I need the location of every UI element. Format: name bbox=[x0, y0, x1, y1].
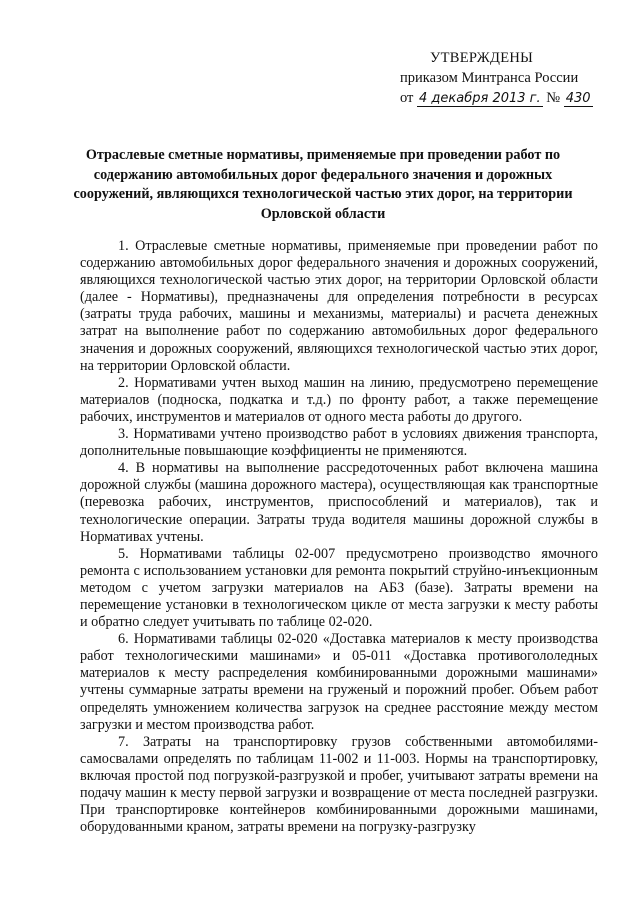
handwritten-date: 4 декабря 2013 г. bbox=[419, 91, 541, 106]
paragraph-1: 1. Отраслевые сметные нормативы, применяемые при проведении работ по содержанию автомобильных дорог федерального значения и дорожных сооружений, являющихся технологической частью этих дорог, на территории Орловской области (далее - Нормативы), предназначены для определения потребности в ресурсах (затраты труда рабочих, машины и механизмы, материалы) и расчета денежных затрат на выполнение работ по содержанию автомобильных дорог федерального значения и дорожных сооружений, являющихся технологической частью этих дорог, на территории Орловской области. bbox=[80, 238, 598, 374]
approval-order-line: приказом Минтранса России bbox=[400, 70, 579, 86]
approval-block bbox=[400, 48, 610, 109]
approval-date-line bbox=[400, 88, 610, 109]
paragraph-7: 7. Затраты на транспортировку грузов собственными автомобилями-самосвалами определять по таблицам 11-002 и 11-003. Нормы на транспортировку, включая простой под погрузкой-разгрузкой и пробег, учитывают затраты времени на подачу машин к месту первой загрузки и возвращение от места последней разгрузки. При транспортировке контейнеров комбинированными дорожными машинами, оборудованными краном, затраты времени на погрузку-разгрузку bbox=[80, 733, 598, 836]
paragraph-2: 2. Нормативами учтен выход машин на линию, предусмотрено перемещение материалов (подноска, подкатка и т.д.) по фронту работ, а также перемещение рабочих, инструментов и материалов от одного места работы до другого. bbox=[80, 374, 598, 425]
handwritten-number: 430 bbox=[565, 91, 591, 106]
approval-title: УТВЕРЖДЕНЫ bbox=[430, 50, 534, 66]
paragraph-3: 3. Нормативами учтено производство работ в условиях движения транспорта, дополнительные повышающие коэффициенты не применяются. bbox=[80, 426, 598, 460]
paragraph-6: 6. Нормативами таблицы 02-020 «Доставка материалов к месту производства работ технологическими машинами» и 05-011 «Доставка противогололедных материалов к месту распределения комбинированными дорожными машинами» учтены суммарные затраты времени на груженый и порожний пробег. Объем работ определять умножением количества загрузок на среднее расстояние между местом загрузки и местом производства работ. bbox=[80, 631, 598, 733]
document-body bbox=[80, 238, 598, 836]
date-prefix: от bbox=[400, 90, 414, 106]
paragraph-5: 5. Нормативами таблицы 02-007 предусмотрено производство ямочного ремонта с использованием установки для ремонта покрытий струйно-инъекционным методом с учетом загрузки материалов на АБЗ (базе). Затраты времени на перемещение установки в технологическом цикле от места загрузки к месту работы и обратно следует учитывать по таблице 02-020. bbox=[80, 545, 598, 631]
paragraph-4: 4. В нормативы на выполнение рассредоточенных работ включена машина дорожной службы (машина дорожного мастера), осуществляющая как транспортные (перевозка рабочих, инструментов, приспособлений и материалов), так и технологические операции. Затраты труда водителя машины дорожной службы в Нормативах учтены. bbox=[80, 460, 598, 545]
number-prefix: № bbox=[546, 90, 561, 106]
document-title: Отраслевые сметные нормативы, применяемые при проведении работ по содержанию автомобильных дорог федерального значения и дорожных сооружений, являющихся технологической частью этих дорог, на территории Орловской области bbox=[73, 147, 573, 222]
